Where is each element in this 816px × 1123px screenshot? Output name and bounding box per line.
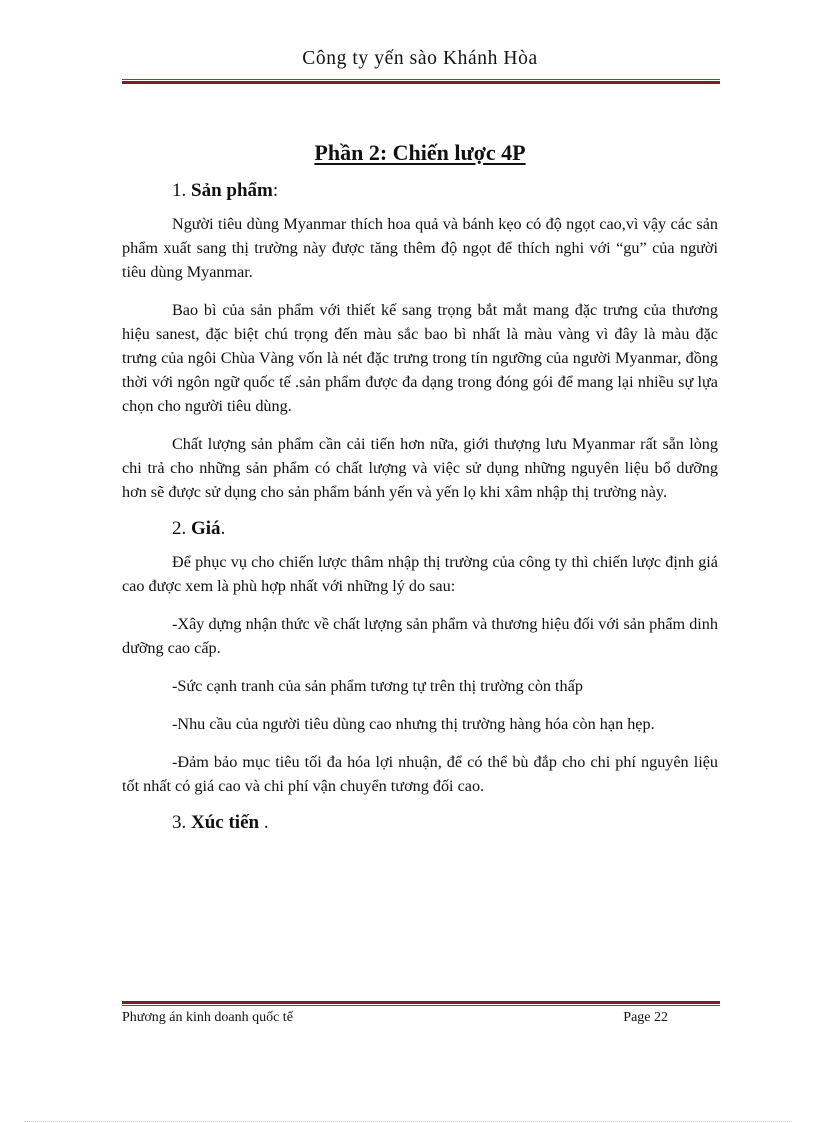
- page-content: [122, 140, 718, 844]
- paragraph: Người tiêu dùng Myanmar thích hoa quả và bánh kẹo có độ ngọt cao,vì vậy các sản phẩm xuất sang thị trường này được tăng thêm độ ngọt để thích nghi với “gu” của người tiêu dùng Myanmar.: [122, 215, 718, 281]
- heading-label: Giá: [191, 518, 221, 539]
- paragraph: -Sức cạnh tranh của sản phẩm tương tự trên thị trường còn thấp: [172, 677, 583, 695]
- heading-number: 1.: [172, 180, 187, 201]
- heading-number: 3.: [172, 812, 187, 833]
- paragraph: Chất lượng sản phẩm cần cải tiến hơn nữa, giới thượng lưu Myanmar rất sẵn lòng chi trả cho những sản phẩm có chất lượng và việc sử dụng những nguyên liệu bổ dưỡng hơn sẽ được sử dụng cho sản phẩm bánh yến và yến lọ khi xâm nhập thị trường này.: [122, 435, 718, 501]
- footer-rule: [122, 1001, 720, 1006]
- page-edge-divider: [24, 1121, 792, 1122]
- heading-gia: [172, 518, 718, 540]
- paragraph: Để phục vụ cho chiến lược thâm nhập thị trường của công ty thì chiến lược định giá cao được xem là phù hợp nhất với những lý do sau:: [122, 553, 718, 595]
- paragraph: -Đảm bảo mục tiêu tối đa hóa lợi nhuận, để có thể bù đắp cho chi phí nguyên liệu tốt nhất có giá cao và chi phí vận chuyển tương đối cao.: [122, 753, 718, 795]
- page-number: Page 22: [623, 1010, 668, 1025]
- heading-xuc-tien: [172, 812, 718, 834]
- header-title: Công ty yến sào Khánh Hòa: [302, 48, 538, 69]
- heading-label: Xúc tiến: [191, 812, 260, 833]
- heading-number: 2.: [172, 518, 187, 539]
- paragraph: -Nhu cầu của người tiêu dùng cao nhưng thị trường hàng hóa còn hạn hẹp.: [172, 715, 655, 733]
- footer-left-text: Phương án kinh doanh quốc tế: [122, 1010, 293, 1025]
- paragraph: Bao bì của sản phẩm với thiết kế sang trọng bắt mắt mang đặc trưng của thương hiệu sanest, đặc biệt chú trọng đến màu sắc bao bì nhất là màu vàng vì đây là màu đặc trưng của ngôi Chùa Vàng vốn là nét đặc trưng trong tín ngưỡng của người Myanmar, đồng thời với ngôn ngữ quốc tế .sản phẩm được đa dạng trong đóng gói để mang lại nhiều sự lựa chọn cho người tiêu dùng.: [122, 301, 718, 415]
- header-rule: [122, 79, 720, 84]
- paragraph: -Xây dựng nhận thức về chất lượng sản phẩm và thương hiệu đối với sản phẩm dinh dưỡng cao cấp.: [122, 615, 718, 657]
- heading-suffix: .: [220, 518, 226, 539]
- heading-suffix: .: [259, 812, 269, 833]
- heading-label: Sản phẩm: [191, 180, 273, 201]
- section-title: Phần 2: Chiến lược 4P: [314, 140, 526, 165]
- heading-san-pham: [172, 180, 718, 202]
- heading-suffix: :: [272, 180, 279, 201]
